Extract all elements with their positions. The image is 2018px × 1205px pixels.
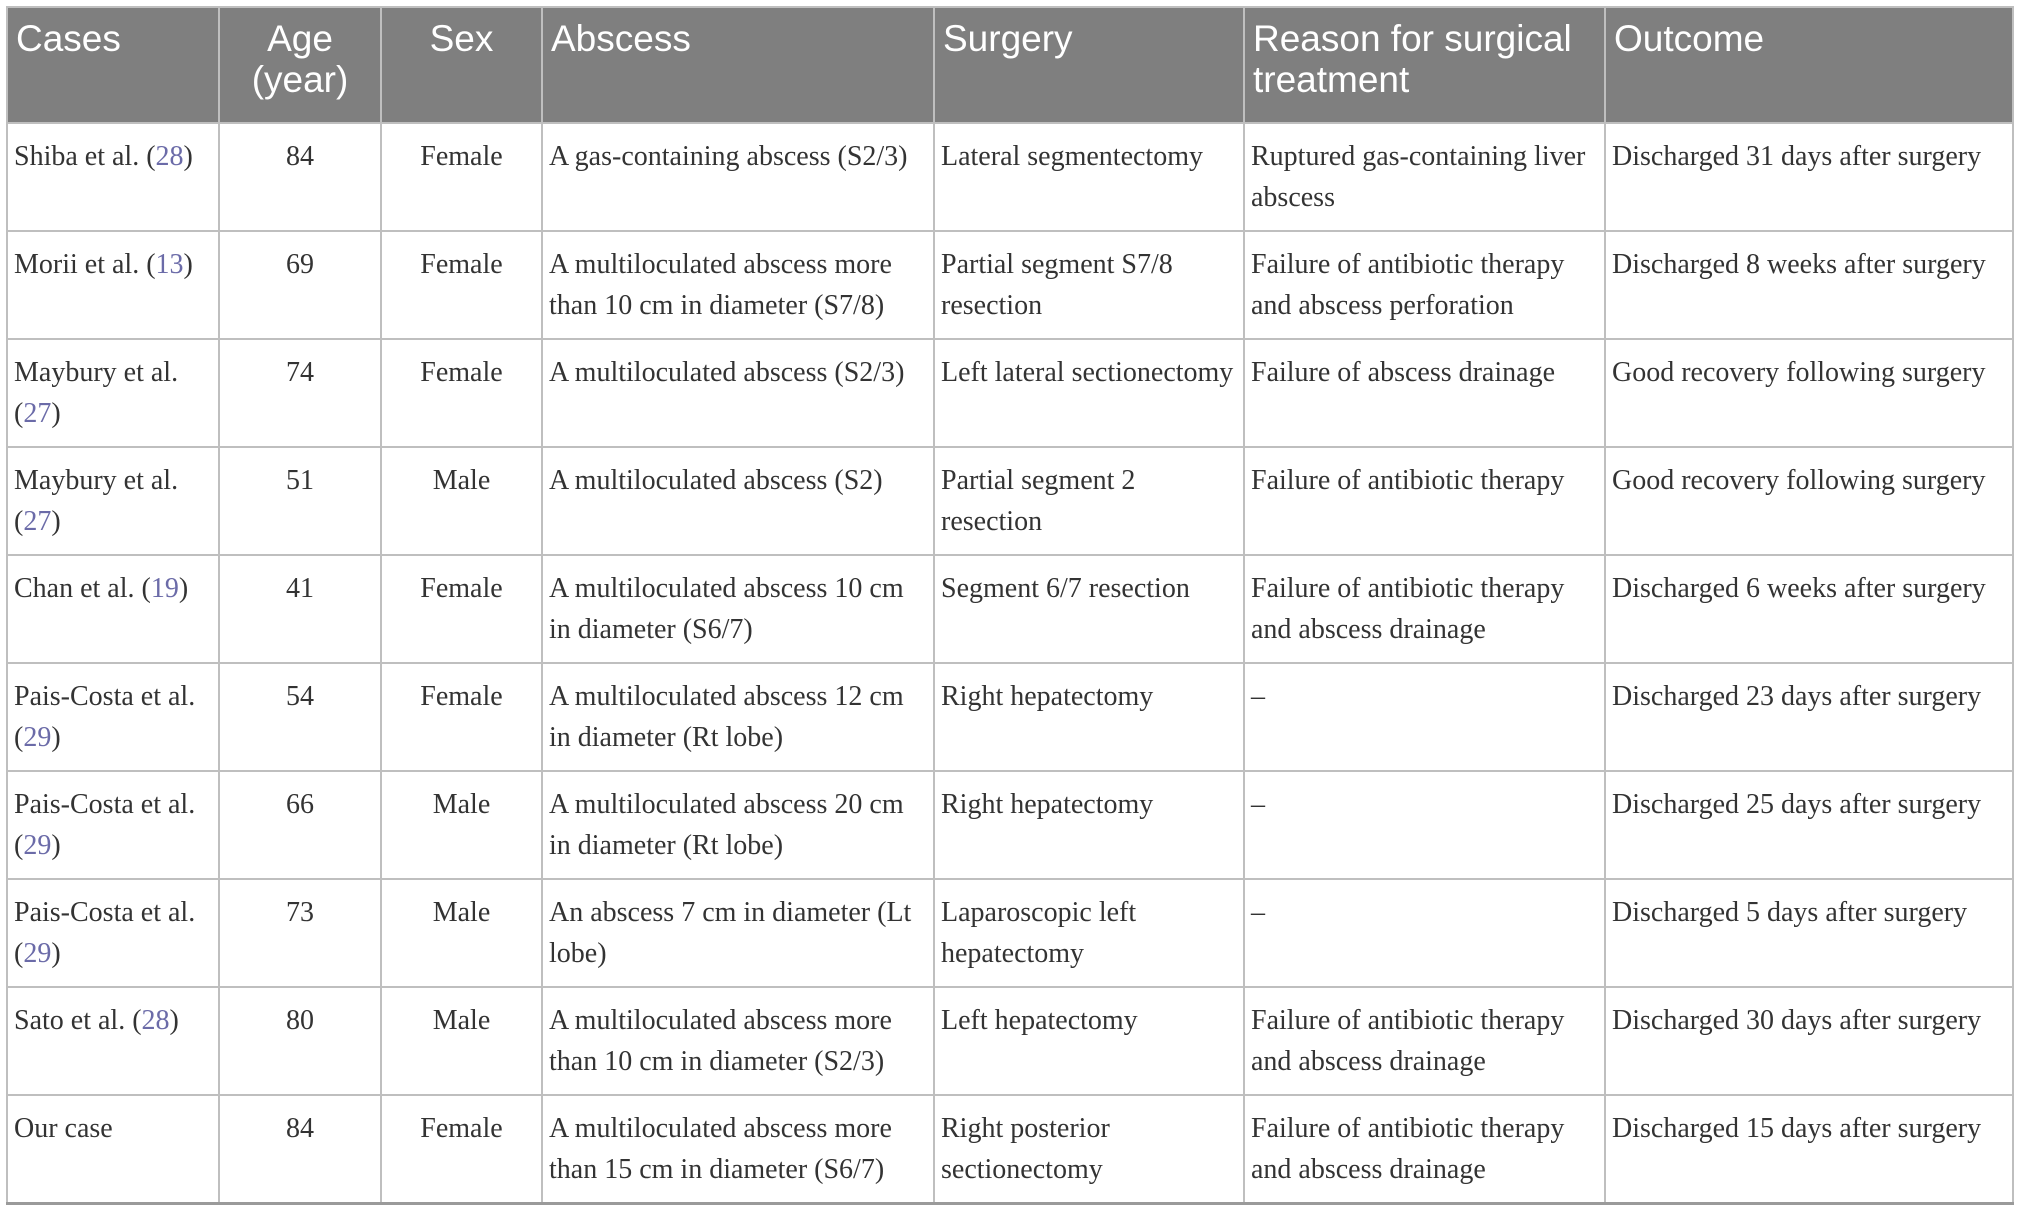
header-abscess: Abscess <box>542 7 934 123</box>
cell-abscess: A multiloculated abscess 10 cm in diameter (S6/7) <box>542 555 934 663</box>
cell-age: 84 <box>219 123 381 231</box>
cell-age: 54 <box>219 663 381 771</box>
table-row <box>7 987 2013 1095</box>
reference-link[interactable]: 29 <box>23 722 52 753</box>
header-outcome: Outcome <box>1605 7 2013 123</box>
case-author: Shiba et al. <box>14 141 140 172</box>
cell-reason: Failure of antibiotic therapy and abscess perforation <box>1244 231 1605 339</box>
cell-surgery: Right hepatectomy <box>934 663 1244 771</box>
cell-outcome: Discharged 5 days after surgery <box>1605 879 2013 987</box>
cell-age: 66 <box>219 771 381 879</box>
cell-age: 69 <box>219 231 381 339</box>
case-author: Pais-Costa et al. <box>14 789 196 820</box>
case-author: Sato et al. <box>14 1005 126 1036</box>
cell-outcome: Discharged 23 days after surgery <box>1605 663 2013 771</box>
cell-case: Sato et al. (28) <box>7 987 219 1095</box>
cell-abscess: A multiloculated abscess 12 cm in diameter (Rt lobe) <box>542 663 934 771</box>
cell-sex: Female <box>381 555 542 663</box>
reference-link[interactable]: 27 <box>23 506 52 537</box>
cell-abscess: A multiloculated abscess more than 10 cm in diameter (S7/8) <box>542 231 934 339</box>
cell-case: Maybury et al. (27) <box>7 339 219 447</box>
reference-link[interactable]: 28 <box>155 141 184 172</box>
reference-link[interactable]: 27 <box>23 398 52 429</box>
case-author: Pais-Costa et al. <box>14 897 196 928</box>
cell-abscess: A multiloculated abscess (S2/3) <box>542 339 934 447</box>
cell-surgery: Laparoscopic left hepatectomy <box>934 879 1244 987</box>
cell-reason: Failure of antibiotic therapy and abscess drainage <box>1244 987 1605 1095</box>
header-surgery: Surgery <box>934 7 1244 123</box>
cell-reason: Ruptured gas-containing liver abscess <box>1244 123 1605 231</box>
cell-sex: Male <box>381 987 542 1095</box>
cell-reason: Failure of antibiotic therapy and abscess drainage <box>1244 555 1605 663</box>
cell-surgery: Left lateral sectionectomy <box>934 339 1244 447</box>
cell-age: 74 <box>219 339 381 447</box>
header-row <box>7 7 2013 123</box>
cell-outcome: Discharged 6 weeks after surgery <box>1605 555 2013 663</box>
reference-link[interactable]: 29 <box>23 830 52 861</box>
cell-case: Chan et al. (19) <box>7 555 219 663</box>
header-age: Age (year) <box>219 7 381 123</box>
table-row <box>7 1095 2013 1204</box>
cell-sex: Female <box>381 123 542 231</box>
cell-abscess: A multiloculated abscess 20 cm in diameter (Rt lobe) <box>542 771 934 879</box>
cell-outcome: Good recovery following surgery <box>1605 447 2013 555</box>
table-row <box>7 123 2013 231</box>
cell-age: 51 <box>219 447 381 555</box>
cell-case: Maybury et al. (27) <box>7 447 219 555</box>
header-sex: Sex <box>381 7 542 123</box>
cell-surgery: Partial segment 2 resection <box>934 447 1244 555</box>
cell-case <box>7 1095 219 1204</box>
cell-case: Pais-Costa et al. (29) <box>7 771 219 879</box>
case-author: Pais-Costa et al. <box>14 681 196 712</box>
case-author: Maybury et al. <box>14 357 179 388</box>
table-row <box>7 555 2013 663</box>
cell-outcome: Discharged 30 days after surgery <box>1605 987 2013 1095</box>
cell-age: 84 <box>219 1095 381 1204</box>
header-reason: Reason for surgical treatment <box>1244 7 1605 123</box>
cell-reason: Failure of antibiotic therapy and abscess drainage <box>1244 1095 1605 1204</box>
cell-sex: Male <box>381 447 542 555</box>
cell-sex: Male <box>381 771 542 879</box>
table-row <box>7 231 2013 339</box>
cell-case: Pais-Costa et al. (29) <box>7 663 219 771</box>
cell-reason: Failure of abscess drainage <box>1244 339 1605 447</box>
cell-reason: – <box>1244 771 1605 879</box>
cell-outcome: Discharged 15 days after surgery <box>1605 1095 2013 1204</box>
cell-outcome: Discharged 8 weeks after surgery <box>1605 231 2013 339</box>
cell-surgery: Segment 6/7 resection <box>934 555 1244 663</box>
reference-link[interactable]: 29 <box>23 938 52 969</box>
header-cases: Cases <box>7 7 219 123</box>
cell-sex: Female <box>381 663 542 771</box>
cell-outcome: Good recovery following surgery <box>1605 339 2013 447</box>
cell-surgery: Lateral segmentectomy <box>934 123 1244 231</box>
cell-age: 80 <box>219 987 381 1095</box>
case-author: Maybury et al. <box>14 465 179 496</box>
cell-outcome: Discharged 31 days after surgery <box>1605 123 2013 231</box>
cell-abscess: An abscess 7 cm in diameter (Lt lobe) <box>542 879 934 987</box>
cell-abscess: A multiloculated abscess more than 15 cm in diameter (S6/7) <box>542 1095 934 1204</box>
cell-surgery: Left hepatectomy <box>934 987 1244 1095</box>
case-comparison-table-container <box>6 6 2012 1205</box>
cell-age: 41 <box>219 555 381 663</box>
table-row <box>7 663 2013 771</box>
cell-case: Shiba et al. (28) <box>7 123 219 231</box>
cell-abscess: A gas-containing abscess (S2/3) <box>542 123 934 231</box>
cell-abscess: A multiloculated abscess (S2) <box>542 447 934 555</box>
cell-outcome: Discharged 25 days after surgery <box>1605 771 2013 879</box>
case-author: Our case <box>14 1113 113 1144</box>
cell-case: Morii et al. (13) <box>7 231 219 339</box>
cell-surgery: Partial segment S7/8 resection <box>934 231 1244 339</box>
case-author: Chan et al. <box>14 573 135 604</box>
case-author: Morii et al. <box>14 249 140 280</box>
cell-reason: – <box>1244 879 1605 987</box>
cell-sex: Female <box>381 231 542 339</box>
cell-sex: Female <box>381 1095 542 1204</box>
cell-reason: Failure of antibiotic therapy <box>1244 447 1605 555</box>
cell-abscess: A multiloculated abscess more than 10 cm in diameter (S2/3) <box>542 987 934 1095</box>
table-body <box>7 123 2013 1204</box>
cell-reason: – <box>1244 663 1605 771</box>
reference-link[interactable]: 19 <box>150 573 179 604</box>
table-row <box>7 771 2013 879</box>
cell-surgery: Right hepatectomy <box>934 771 1244 879</box>
cell-age: 73 <box>219 879 381 987</box>
cell-surgery: Right posterior sectionectomy <box>934 1095 1244 1204</box>
reference-link[interactable]: 13 <box>155 249 184 280</box>
table-row <box>7 339 2013 447</box>
table-row <box>7 879 2013 987</box>
table-row <box>7 447 2013 555</box>
cell-sex: Female <box>381 339 542 447</box>
case-comparison-table <box>6 6 2014 1205</box>
reference-link[interactable]: 28 <box>141 1005 170 1036</box>
cell-case: Pais-Costa et al. (29) <box>7 879 219 987</box>
cell-sex: Male <box>381 879 542 987</box>
